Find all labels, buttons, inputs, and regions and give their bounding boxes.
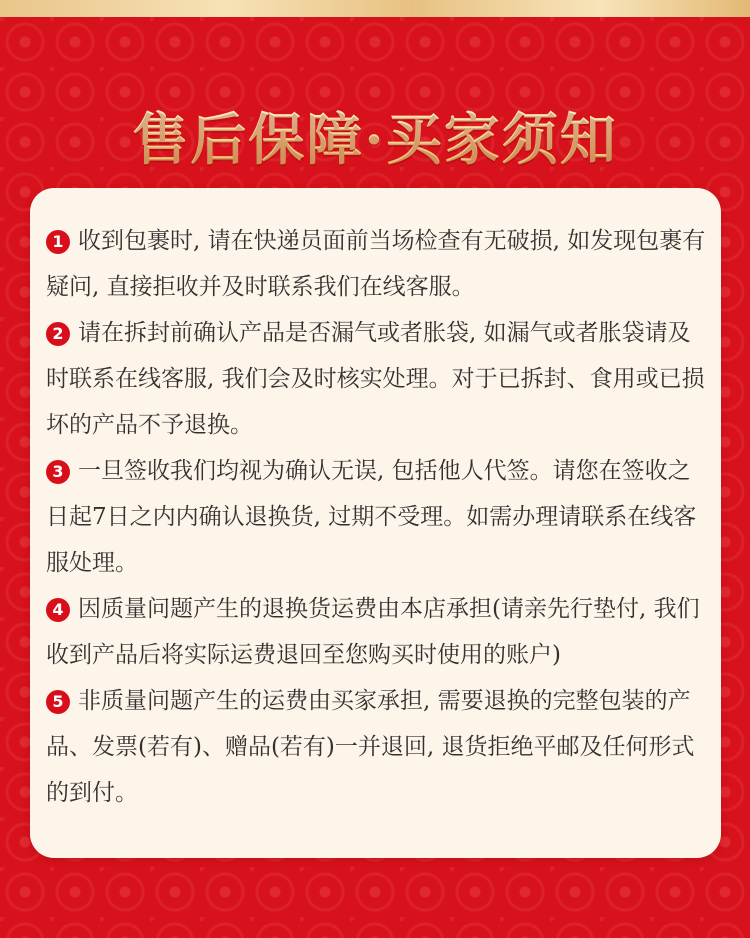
circled-number-5-icon: 5 — [46, 690, 70, 714]
notice-item-text: 收到包裹时, 请在快递员面前当场检查有无破损, 如发现包裹有疑问, 直接拒收并及时联系我们在线客服。 — [46, 228, 706, 300]
notice-item-1 — [46, 218, 708, 310]
notice-item-text: 一旦签收我们均视为确认无误, 包括他人代签。请您在签收之日起7日之内内确认退换货, 过期不受理。如需办理请联系在线客服处理。 — [46, 458, 697, 576]
notice-item-text: 因质量问题产生的退换货运费由本店承担(请亲先行垫付, 我们收到产品后将实际运费退回至您购买时使用的账户) — [46, 596, 700, 668]
circled-number-1-icon: 1 — [46, 230, 70, 254]
notice-list — [46, 218, 708, 816]
notice-item-5 — [46, 678, 708, 816]
circled-number-2-icon: 2 — [46, 322, 70, 346]
notice-item-4 — [46, 586, 708, 678]
notice-item-2 — [46, 310, 708, 448]
circled-number-3-icon: 3 — [46, 460, 70, 484]
notice-card — [30, 188, 721, 858]
notice-item-3 — [46, 448, 708, 586]
notice-item-text: 请在拆封前确认产品是否漏气或者胀袋, 如漏气或者胀袋请及时联系在线客服, 我们会及时核实处理。对于已拆封、食用或已损坏的产品不予退换。 — [46, 320, 705, 438]
circled-number-4-icon: 4 — [46, 598, 70, 622]
top-gold-border — [0, 0, 750, 17]
page-title: 售后保障·买家须知 — [132, 100, 618, 180]
notice-item-text: 非质量问题产生的运费由买家承担, 需要退换的完整包装的产品、发票(若有)、赠品(若有)一并退回, 退货拒绝平邮及任何形式的到付。 — [46, 688, 695, 806]
